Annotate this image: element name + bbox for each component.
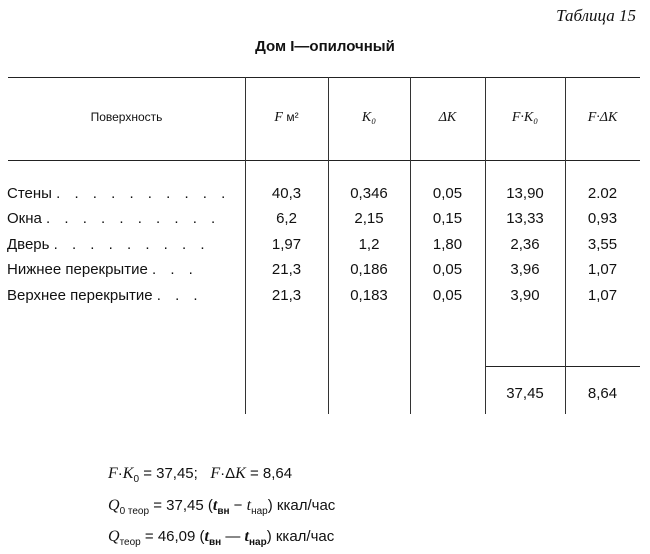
- row-label: Верхнее перекрытие: [7, 287, 153, 304]
- cell-fdk: 1,07: [587, 261, 618, 278]
- cell-k0: 0,186: [350, 261, 388, 278]
- cell-fdk: 0,93: [587, 210, 618, 227]
- cell-f: 6,2: [276, 210, 297, 227]
- formula-2-value: = 37,45: [153, 497, 204, 514]
- cell-k0: 0,346: [350, 185, 388, 202]
- header-rule: [8, 160, 640, 161]
- cell-fdk: 2.02: [587, 185, 618, 202]
- cell-fk0: 13,33: [506, 210, 544, 227]
- cell-fdk: 1,07: [587, 287, 618, 304]
- header-f: F м²: [274, 110, 299, 125]
- cell-fk0: 3,96: [510, 261, 540, 278]
- header-fdk: [565, 110, 640, 126]
- row-label: Стены: [7, 185, 52, 202]
- table-row: [0, 261, 650, 285]
- header-k0-label: K₀: [361, 110, 377, 125]
- formula-line-2: $Q_{0 теор} = 37,45$ $(t_{вн} - t_{нар})$ ккал/час: [108, 497, 336, 517]
- cell-dk: 0,05: [432, 185, 463, 202]
- top-rule: [8, 77, 640, 78]
- formula-1-value-b: = 8,64: [249, 465, 293, 482]
- row-dots: . . . . . . . . . .: [46, 210, 221, 227]
- header-fk0-label: F·K₀: [511, 110, 539, 125]
- row-dots: . . . . . . . . . .: [56, 185, 231, 202]
- formula-1-value-a: = 37,45;: [143, 465, 198, 482]
- cell-dk: 1,80: [432, 236, 463, 253]
- total-fk0: 37,45: [506, 385, 544, 402]
- cell-f: 21,3: [271, 287, 302, 304]
- table-row: [0, 210, 650, 234]
- cell-dk: 0,05: [432, 261, 463, 278]
- row-dots: . . .: [151, 261, 198, 278]
- cell-k0: 1,2: [358, 236, 380, 253]
- row-dots: . . . . . . . . .: [53, 236, 210, 253]
- formula-line-1: $F\cdot K_0 = 37,45$; F·ΔK = 8,64: [108, 465, 293, 485]
- row-dots: . . .: [156, 287, 203, 304]
- header-surface: [8, 110, 245, 124]
- formula-3-value: = 46,09: [144, 528, 196, 545]
- cell-f: 40,3: [271, 185, 302, 202]
- formula-line-3: $Q_{теор} = 46,09$ ($t_{вн}$ — $t_{нар}$) ккал/час: [108, 528, 335, 548]
- row-label: Дверь: [7, 236, 50, 253]
- table-row: [0, 185, 650, 209]
- table-title: Дом I—опилочный: [255, 38, 395, 55]
- formula-2-unit: ккал/час: [276, 497, 336, 514]
- header-k0: [328, 110, 410, 126]
- cell-k0: 0,183: [350, 287, 388, 304]
- header-fdk-label: F·ΔK: [587, 110, 618, 125]
- header-surface-label: Поверхность: [90, 110, 163, 124]
- cell-fk0: 2,36: [510, 236, 540, 253]
- cell-f: 21,3: [271, 261, 302, 278]
- cell-f: 1,97: [271, 236, 302, 253]
- total-fdk: 8,64: [587, 385, 618, 402]
- table-row: [0, 236, 650, 260]
- totals-rule: [485, 366, 640, 367]
- header-f-unit: м²: [286, 110, 299, 124]
- header-dk-label: ΔK: [438, 110, 457, 125]
- cell-fk0: 13,90: [506, 185, 544, 202]
- cell-k0: 2,15: [354, 210, 384, 227]
- table-row: [0, 287, 650, 311]
- cell-fdk: 3,55: [587, 236, 618, 253]
- header-dk: [410, 110, 485, 126]
- cell-dk: 0,15: [432, 210, 463, 227]
- table-caption: Таблица 15: [556, 6, 636, 25]
- formula-3-unit: ккал/час: [275, 528, 335, 545]
- row-label: Окна: [7, 210, 42, 227]
- header-fk0: [485, 110, 565, 126]
- row-label: Нижнее перекрытие: [7, 261, 148, 278]
- cell-dk: 0,05: [432, 287, 463, 304]
- cell-fk0: 3,90: [510, 287, 540, 304]
